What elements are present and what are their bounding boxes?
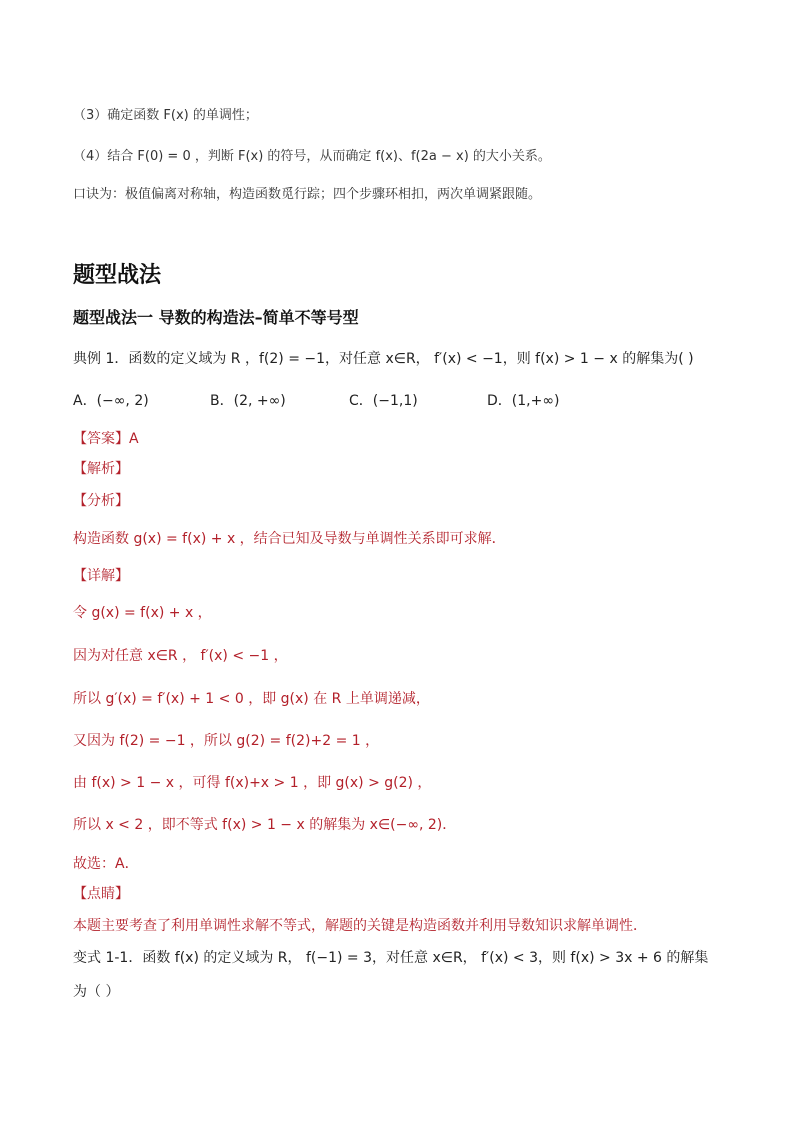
analysis-label: 【解析】 — [73, 461, 129, 477]
comment-label: 【点睛】 — [73, 886, 129, 902]
step-3-text: （3）确定函数 F(x) 的单调性； — [73, 108, 258, 123]
example-question: 典例 1．函数的定义域为 R ，f(2) = −1，对任意 x∈R， f′(x) < −1，则 f(x) > 1 − x 的解集为( ) — [73, 351, 694, 367]
option-b: B．(2, +∞) — [210, 393, 286, 409]
section-title: 题型战法 — [73, 263, 162, 288]
fenxi-text: 构造函数 g(x) = f(x) + x ，结合已知及导数与单调性关系即可求解． — [73, 531, 506, 547]
detail-line: 令 g(x) = f(x) + x ， — [73, 605, 212, 621]
mnemonic-text: 口诀为：极值偏离对称轴，构造函数觅行踪；四个步骤环相扣，两次单调紧跟随。 — [73, 187, 542, 202]
detail-line: 所以 g′(x) = f′(x) + 1 < 0 ，即 g(x) 在 R 上单调递减， — [73, 691, 430, 707]
fenxi-label: 【分析】 — [73, 493, 129, 509]
section-subtitle: 题型战法一 导数的构造法–简单不等号型 — [73, 308, 359, 327]
detail-line: 又因为 f(2) = −1 ，所以 g(2) = f(2)+2 = 1 ， — [73, 733, 380, 749]
variant-question: 变式 1-1．函数 f(x) 的定义域为 R， f(−1) = 3，对任意 x∈R， f′(x) < 3，则 f(x) > 3x + 6 的解集 — [73, 950, 709, 966]
option-c: C．(−1,1) — [349, 393, 418, 409]
step-4-text: （4）结合 F(0) = 0 ，判断 F(x) 的符号，从而确定 f(x)、f(2a − x) 的大小关系。 — [73, 149, 551, 164]
detail-label: 【详解】 — [73, 568, 129, 584]
detail-line: 由 f(x) > 1 − x ，可得 f(x)+x > 1 ，即 g(x) > g(2) ， — [73, 775, 432, 791]
answer-label: 【答案】A — [73, 431, 139, 447]
detail-line: 所以 x < 2 ，即不等式 f(x) > 1 − x 的解集为 x∈(−∞, 2)． — [73, 817, 457, 833]
option-a: A．(−∞, 2) — [73, 393, 149, 409]
comment-text: 本题主要考查了利用单调性求解不等式，解题的关键是构造函数并利用导数知识求解单调性． — [73, 918, 647, 934]
option-d: D．(1,+∞) — [487, 393, 560, 409]
detail-line: 因为对任意 x∈R ， f′(x) < −1 ， — [73, 648, 288, 664]
conclusion-text: 故选：A． — [73, 856, 139, 872]
variant-question-cont: 为（ ） — [73, 984, 120, 1000]
